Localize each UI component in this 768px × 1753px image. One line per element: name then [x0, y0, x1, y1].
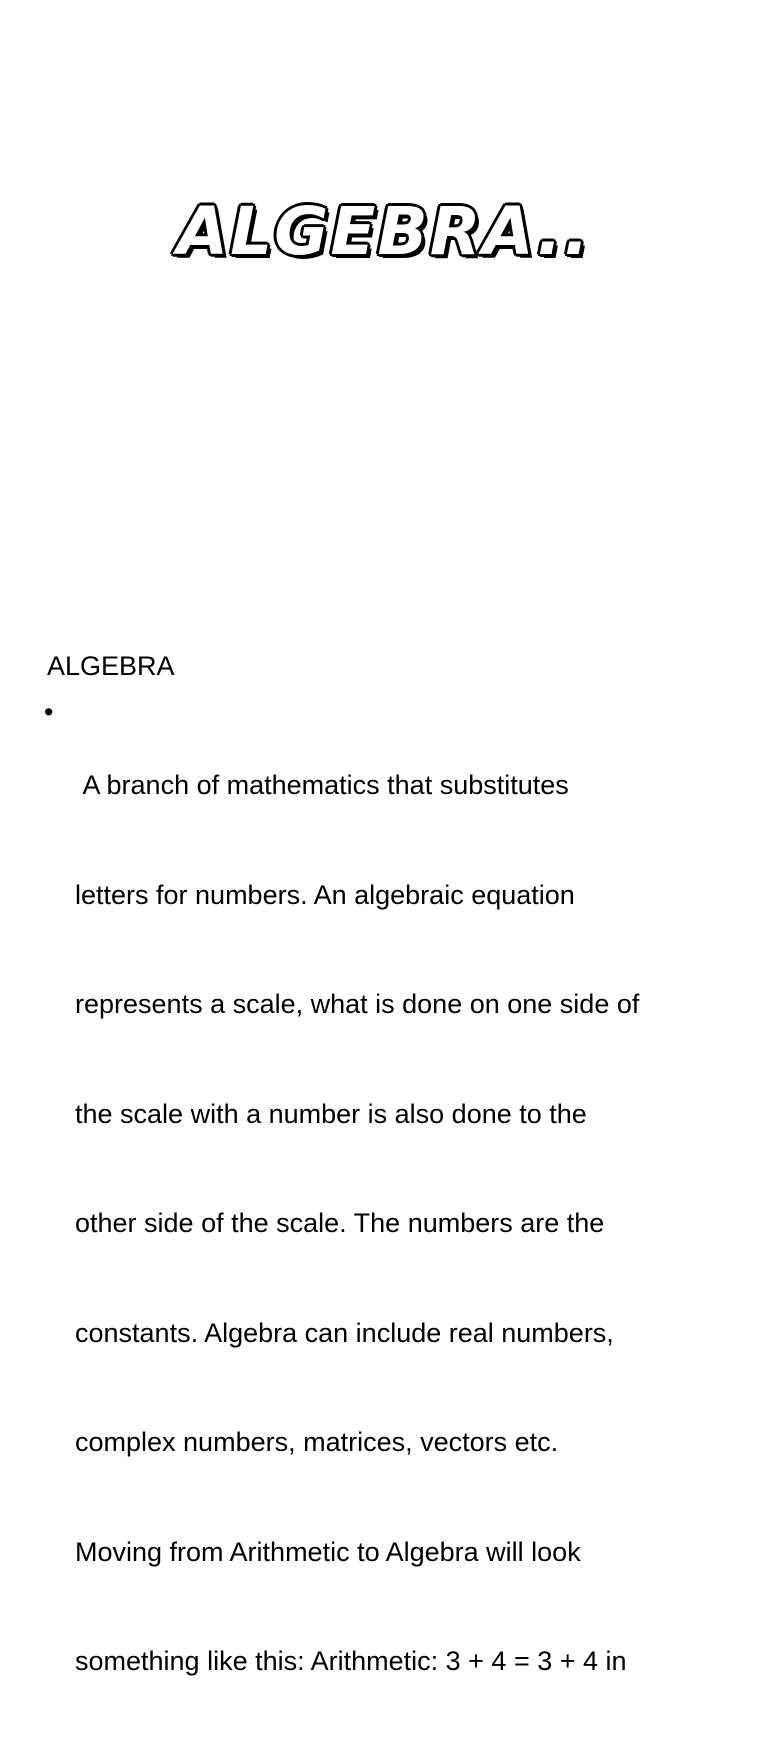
title-slide — [0, 0, 768, 580]
bullet-line: complex numbers, matrices, vectors etc. — [75, 1427, 559, 1457]
content-heading: ALGEBRA — [47, 651, 175, 681]
bullet-text — [75, 694, 744, 1753]
bullet-line: something like this: Arithmetic: 3 + 4 = 3 + 4 in — [75, 1646, 627, 1676]
bullet-item — [44, 694, 744, 1753]
bullet-line: the scale with a number is also done to the — [75, 1098, 587, 1129]
bullet-marker: • — [44, 697, 54, 727]
slide-title: ALGEBRA.. — [177, 193, 591, 270]
bullet-line: Moving from Arithmetic to Algebra will look — [75, 1536, 581, 1567]
bullet-line: represents a scale, what is done on one side of — [75, 989, 640, 1019]
bullet-line: other side of the scale. The numbers are the — [75, 1208, 605, 1238]
bullet-line: A branch of mathematics that substitutes — [75, 770, 569, 800]
content-slide — [0, 640, 768, 1676]
bullet-line: letters for numbers. An algebraic equation — [75, 879, 575, 910]
bullet-line: constants. Algebra can include real numbers, — [75, 1317, 614, 1348]
